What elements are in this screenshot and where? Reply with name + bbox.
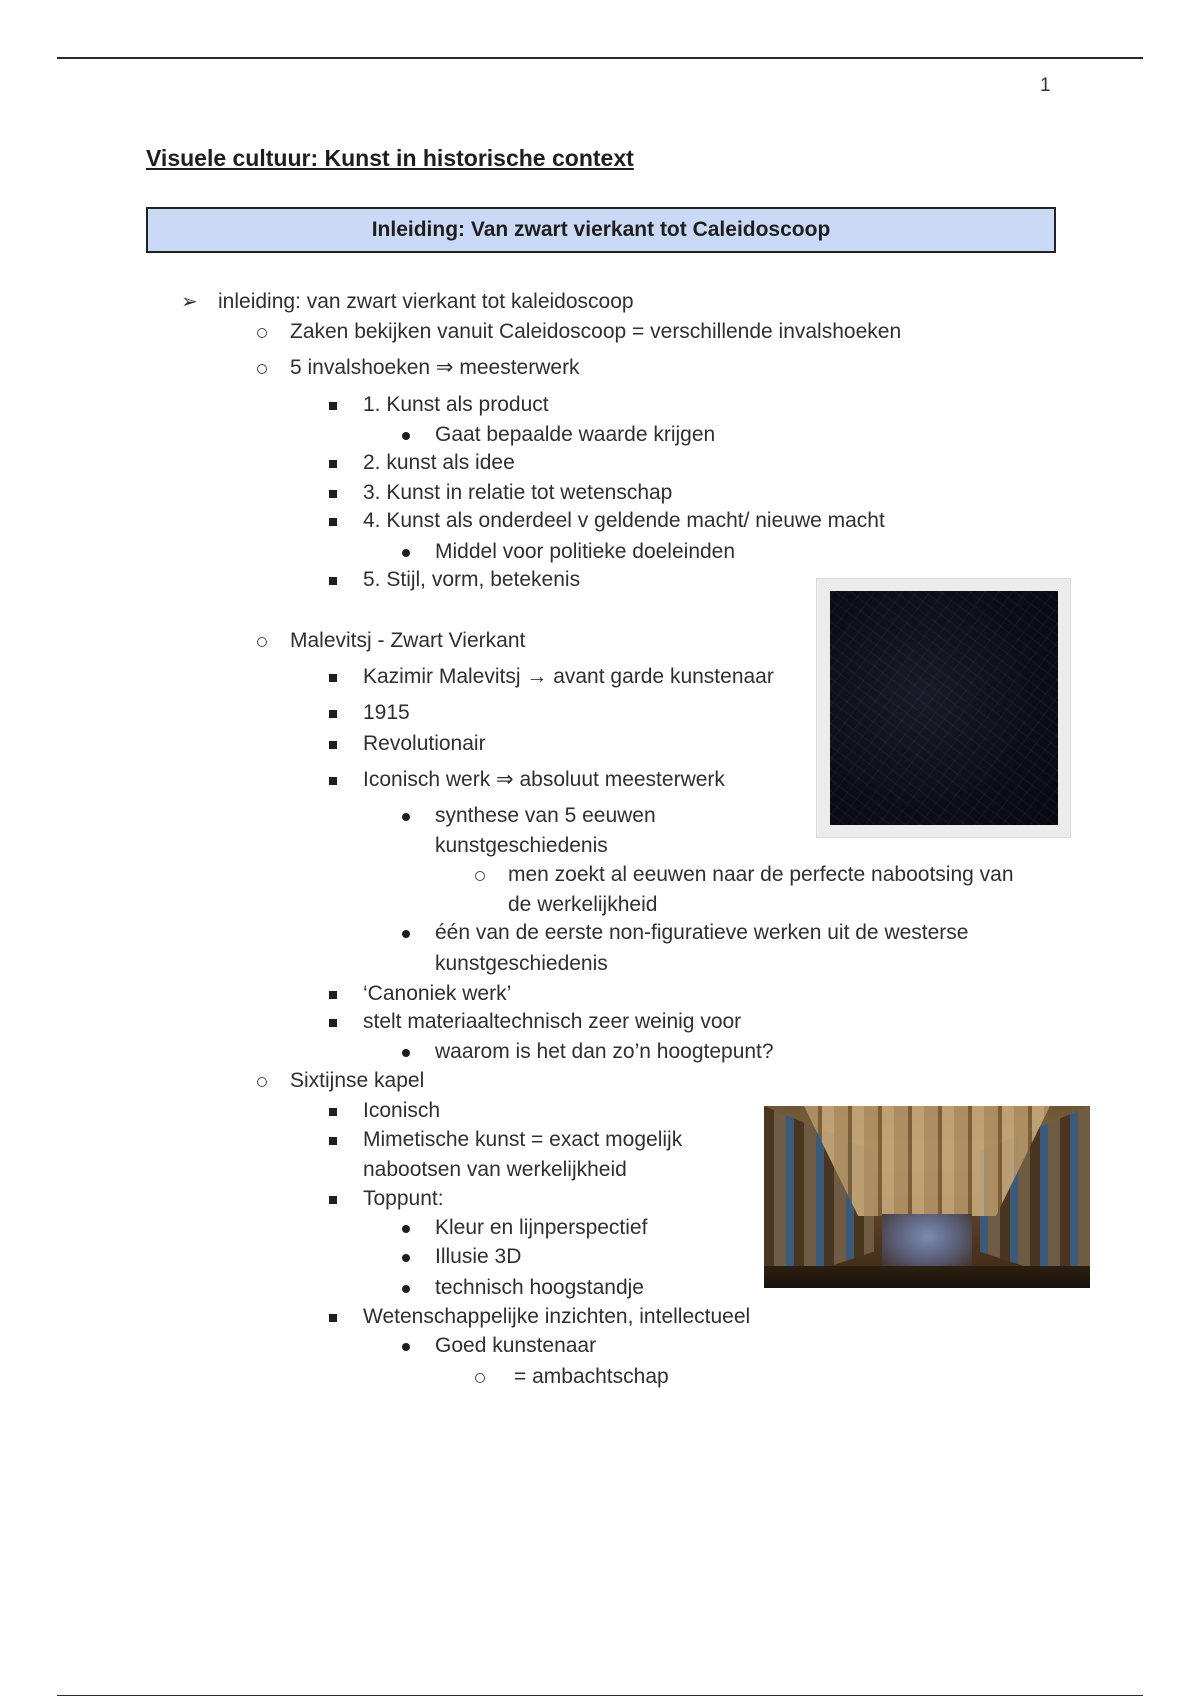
square-bullet-icon <box>329 1196 337 1204</box>
outline-line: = ambachtschap <box>514 1365 669 1389</box>
black-square-canvas <box>830 591 1058 825</box>
chapel-floor <box>764 1266 1090 1288</box>
outline-line: Toppunt: <box>363 1187 444 1211</box>
document-title: Visuele cultuur: Kunst in historische context <box>146 145 634 171</box>
outline-line: kunstgeschiedenis <box>435 834 608 857</box>
square-bullet-icon <box>329 1137 337 1145</box>
outline-line: Kazimir Malevitsj → avant garde kunstenaar <box>363 665 774 689</box>
circle-bullet-icon <box>257 364 267 374</box>
circle-bullet-icon <box>257 637 267 647</box>
outline-line: Revolutionair <box>363 732 486 756</box>
disc-bullet-icon <box>402 930 410 938</box>
square-bullet-icon <box>329 710 337 718</box>
outline-line: Sixtijnse kapel <box>290 1069 424 1093</box>
outline-line: nabootsen van werkelijkheid <box>363 1158 627 1181</box>
black-square-painting-image <box>816 578 1071 838</box>
disc-bullet-icon <box>402 432 410 440</box>
outline-line: 5 invalshoeken ⇒ meesterwerk <box>290 356 580 380</box>
circle-bullet-icon <box>475 871 485 881</box>
square-bullet-icon <box>329 991 337 999</box>
square-bullet-icon <box>329 577 337 585</box>
outline-line: Malevitsj - Zwart Vierkant <box>290 629 525 653</box>
sistine-chapel-image <box>764 1106 1090 1288</box>
outline-line: stelt materiaaltechnisch zeer weinig voor <box>363 1010 741 1034</box>
outline-line: Gaat bepaalde waarde krijgen <box>435 423 715 447</box>
outline-line: ➢ inleiding: van zwart vierkant tot kaleidoscoop <box>181 290 634 313</box>
square-bullet-icon <box>329 1108 337 1116</box>
outline-line: Middel voor politieke doeleinden <box>435 540 735 564</box>
section-heading: Inleiding: Van zwart vierkant tot Caleidoscoop <box>371 218 831 241</box>
square-bullet-icon <box>329 741 337 749</box>
outline-line: Zaken bekijken vanuit Caleidoscoop = verschillende invalshoeken <box>290 320 901 344</box>
page-number: 1 <box>1040 75 1051 96</box>
header-rule <box>57 57 1143 59</box>
outline-line: men zoekt al eeuwen naar de perfecte nabootsing van <box>508 863 1014 887</box>
outline-line: Iconisch <box>363 1099 440 1123</box>
outline-line: Wetenschappelijke inzichten, intellectueel <box>363 1305 750 1329</box>
square-bullet-icon <box>329 674 337 682</box>
outline-line: 3. Kunst in relatie tot wetenschap <box>363 481 672 505</box>
outline-line: Kleur en lijnperspectief <box>435 1216 647 1240</box>
outline-line: de werkelijkheid <box>508 893 658 916</box>
disc-bullet-icon <box>402 549 410 557</box>
disc-bullet-icon <box>402 1285 410 1293</box>
square-bullet-icon <box>329 460 337 468</box>
disc-bullet-icon <box>402 1343 410 1351</box>
outline-line: technisch hoogstandje <box>435 1276 644 1300</box>
circle-bullet-icon <box>257 1077 267 1087</box>
outline-line: 5. Stijl, vorm, betekenis <box>363 568 580 592</box>
section-heading-box <box>146 207 1056 253</box>
circle-bullet-icon <box>475 1373 485 1383</box>
outline-line: 2. kunst als idee <box>363 451 515 475</box>
arrow-bullet-icon: ➢ <box>181 291 198 313</box>
outline-line: Illusie 3D <box>435 1245 521 1269</box>
outline-line: 1. Kunst als product <box>363 393 549 417</box>
outline-line: Mimetische kunst = exact mogelijk <box>363 1128 682 1152</box>
outline-line: één van de eerste non-figuratieve werken uit de westerse <box>435 921 968 945</box>
square-bullet-icon <box>329 777 337 785</box>
square-bullet-icon <box>329 402 337 410</box>
square-bullet-icon <box>329 518 337 526</box>
disc-bullet-icon <box>402 1225 410 1233</box>
outline-line: waarom is het dan zo’n hoogtepunt? <box>435 1040 774 1064</box>
square-bullet-icon <box>329 1019 337 1027</box>
disc-bullet-icon <box>402 1254 410 1262</box>
outline-line: kunstgeschiedenis <box>435 952 608 975</box>
outline-line: 4. Kunst als onderdeel v geldende macht/ nieuwe macht <box>363 509 885 533</box>
outline-line: 1915 <box>363 701 410 725</box>
outline-line: ‘Canoniek werk’ <box>363 982 511 1006</box>
outline-line: Iconisch werk ⇒ absoluut meesterwerk <box>363 768 725 792</box>
square-bullet-icon <box>329 1314 337 1322</box>
footer-rule <box>57 1695 1143 1696</box>
outline-line: synthese van 5 eeuwen <box>435 804 656 828</box>
outline-line: Goed kunstenaar <box>435 1334 596 1358</box>
disc-bullet-icon <box>402 1049 410 1057</box>
chapel-altar-wall <box>882 1214 972 1270</box>
square-bullet-icon <box>329 490 337 498</box>
circle-bullet-icon <box>257 328 267 338</box>
disc-bullet-icon <box>402 813 410 821</box>
